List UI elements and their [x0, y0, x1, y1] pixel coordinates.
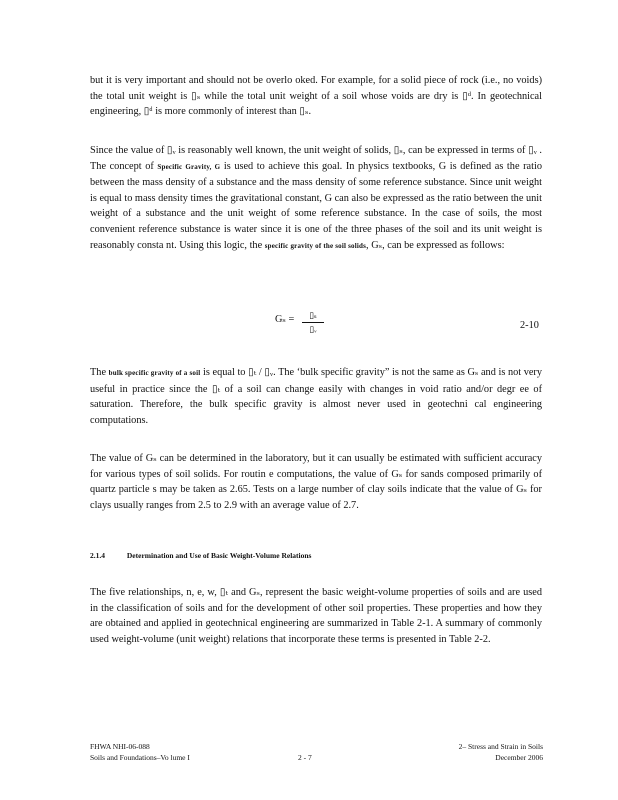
term-bulk-specific-gravity: bulk specific gravity of a soil: [108, 369, 201, 377]
paragraph-text: , Gₛ, can be expressed as follows:: [366, 239, 505, 251]
fraction-bar: [302, 322, 324, 323]
paragraph-specific-gravity: [90, 143, 542, 254]
paragraph-bulk-specific-gravity: [90, 365, 542, 428]
equation-lhs: Gₛ =: [275, 314, 295, 325]
footer-left: [90, 741, 190, 763]
paragraph-text: is equal to ▯ₜ / ▯ᵥ. The ‘bulk specific gravity” is not the same as Gₛ and is not very useful in practice since the ▯ₜ of a soil can change easily with changes in void ratio and/or degr ee of saturation. Therefore, the bulk specific gravity is almost never used in geotechni cal engineering computations.: [90, 367, 543, 426]
paragraph-gs-values: The value of Gₛ can be determined in the laboratory, but it can usually be estimated with sufficient accuracy for various types of soil solids. For routin e computations, the value of Gₛ for sands composed primarily of quartz particle s may be taken as 2.65. Tests on a large number of clay soils indicate that the value of Gₛ for clays usually ranges from 2.5 to 2.9 with an average value of 2.7.: [90, 453, 542, 511]
term-specific-gravity-soil-solids: specific gravity of the soil solids: [264, 241, 367, 250]
paragraph-five-relationships: The five relationships, n, e, w, ▯ₜ and Gₛ, represent the basic weight-volume properties of soils and are used in the classification of soils and for the development of other soil properties. These properties and how they are obtained and applied in geotechnical engineering are summarized in Table 2-1. A summary of commonly used weight-volume (unit weight) relations that incorporate these terms is presented in Table 2-2.: [90, 587, 542, 645]
footer-report-number: FHWA NHI-06-088: [90, 742, 150, 751]
term-specific-gravity: Specific Gravity, G: [157, 162, 221, 171]
footer-page-number: 2 - 7: [298, 753, 312, 762]
paragraph-text: The: [90, 367, 107, 378]
equation-number: 2-10: [520, 320, 539, 331]
footer-date: December 2006: [495, 753, 543, 762]
section-heading: [90, 551, 331, 560]
equation-numerator: ▯ₛ: [309, 310, 317, 320]
paragraph-text: Since the value of ▯ᵥ is reasonably well known, the unit weight of solids, ▯ₛ, can be expressed in terms of ▯ᵥ . The concept of: [90, 145, 542, 172]
paragraph-text: is used to achieve this goal. In physics textbooks, G is defined as the ratio between the mass density of a substance and the mass density of some reference substance. Since unit weight is equal to mass density times the gravitational constant, G can also be expressed as the ratio between the unit weight of a substance and the unit weight of some reference substance. In the case of soils, the most convenient reference substance is water since it is one of the three phases of the soil and its unit weight is reasonably consta nt. Using this logic, the: [90, 160, 542, 251]
equation-denominator: ▯ᵥ: [309, 324, 317, 334]
footer-volume-title: Soils and Foundations–Vo lume I: [90, 753, 190, 762]
section-number: 2.1.4: [90, 551, 105, 560]
equation-fraction: [302, 310, 324, 335]
section-title: Determination and Use of Basic Weight-Volume Relations: [126, 551, 312, 560]
footer-right: [428, 741, 543, 763]
footer-chapter-title: 2– Stress and Strain in Soils: [458, 742, 543, 751]
paragraph-unit-weight-intro: but it is very important and should not be overlo oked. For example, for a solid piece of rock (i.e., no voids) the total unit weight is ▯ₛ while the total unit weight of a soil whose voids are dry is ▯ᵈ. In geotechnical engineering, ▯ᵈ is more commonly of interest than ▯ₛ.: [90, 75, 542, 118]
